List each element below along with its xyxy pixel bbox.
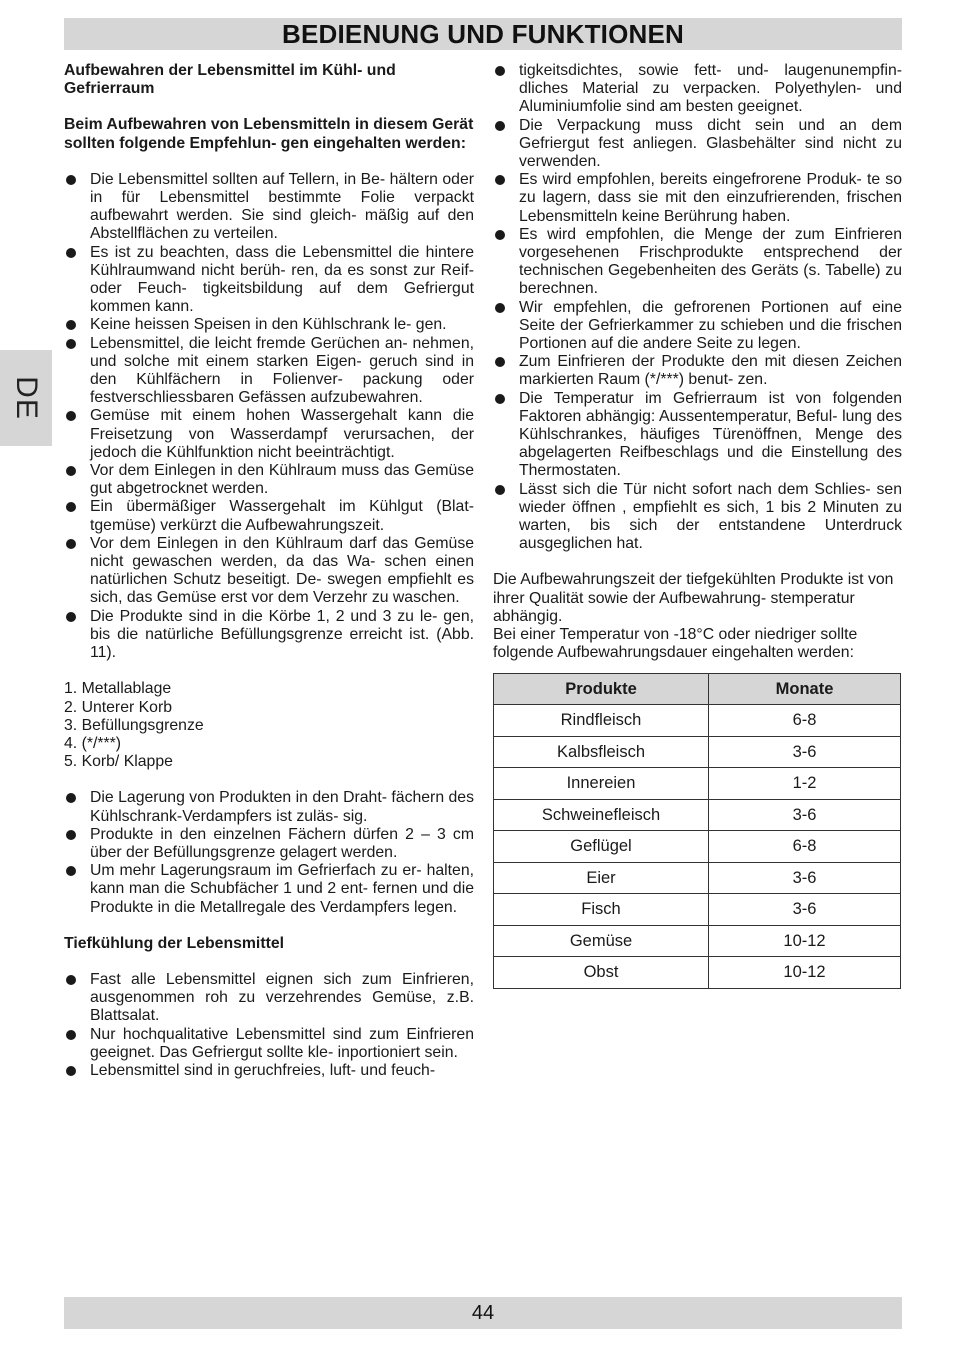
list-item-continuation: tigkeitsdichtes, sowie fett- und- laugenunempfin- dliches Material zu verpacken. Polyethylen- und Aluminiumfolie sind am besten geeignet. — [493, 62, 902, 117]
list-item: Keine heissen Speisen in den Kühlschrank le- gen. — [64, 316, 474, 334]
bullet-list-freezing — [64, 971, 474, 1080]
table-cell-product: Schweinefleisch — [494, 799, 709, 831]
list-item: Wir empfehlen, die gefrorenen Portionen auf eine Seite der Gefrierkammer zu schieben und die frischen Portionen auf die andere Seite zu legen. — [493, 299, 902, 354]
temperature-paragraph: Bei einer Temperatur von -18°C oder niedriger sollte folgende Aufbewahrungsdauer eingehalten werden: — [493, 626, 858, 662]
table-cell-product: Gemüse — [494, 925, 709, 957]
table-cell-product: Rindfleisch — [494, 705, 709, 737]
left-column — [64, 62, 474, 1080]
legend-item: 3. Befüllungsgrenze — [64, 716, 204, 734]
table-cell-months: 10-12 — [709, 925, 901, 957]
table-row — [494, 925, 901, 957]
list-item: Lässt sich die Tür nicht sofort nach dem Schlies- sen wieder öffnen , empfiehlt es sich, 1 bis 2 Minuten zu warten, bis sich der entstandene Unterdruck ausgeglichen hat. — [493, 481, 902, 554]
table-cell-months: 3-6 — [709, 894, 901, 926]
list-item: Die Lagerung von Produkten in den Draht- fächern des Kühlschrank-Verdampfers ist zuläs- sig. — [64, 789, 474, 825]
table-row — [494, 831, 901, 863]
page-number: 44 — [471, 1301, 495, 1324]
table-header-row — [494, 673, 901, 705]
column-header-products: Produkte — [494, 673, 709, 705]
list-item: Zum Einfrieren der Produkte den mit diesen Zeichen markierten Raum (*/***) benut- zen. — [493, 353, 902, 389]
table-cell-product: Geflügel — [494, 831, 709, 863]
table-cell-months: 3-6 — [709, 736, 901, 768]
table-cell-months: 10-12 — [709, 957, 901, 989]
table-row — [494, 862, 901, 894]
numbered-legend — [64, 680, 474, 771]
table-cell-product: Fisch — [494, 894, 709, 926]
table-cell-months: 3-6 — [709, 862, 901, 894]
table-cell-months: 6-8 — [709, 831, 901, 863]
table-row — [494, 799, 901, 831]
storage-duration-table — [493, 673, 901, 989]
list-item: Die Produkte sind in die Körbe 1, 2 und 3 zu le- gen, bis die natürliche Befüllungsgrenze erreicht ist. (Abb. 11). — [64, 608, 474, 663]
list-item: Die Temperatur im Gefrierraum ist von folgenden Faktoren abhängig: Aussentemperatur, Beful- lung des Kühlschrankes, häufiges Türenöffnen, Menge des abgelagerten Reifbeschlags und die Einstellung des Thermostaten. — [493, 390, 902, 481]
table-cell-months: 1-2 — [709, 768, 901, 800]
bullet-list-freezer-tips — [493, 117, 902, 554]
list-item: Die Verpackung muss dicht sein und an dem Gefriergut fest anliegen. Glasbehälter sind nicht zu verwenden. — [493, 117, 902, 172]
table-row — [494, 705, 901, 737]
list-item: Es ist zu beachten, dass die Lebensmittel die hintere Kühlraumwand nicht berüh- ren, da es sonst zur Reif- oder Feuch- tigkeitsbildung auf dem Gefriergut kommen kann. — [64, 244, 474, 317]
header-bar — [64, 18, 902, 50]
bullet-list-shelves — [64, 789, 474, 916]
list-item: Lebensmittel sind in geruchfreies, luft- und feuch- — [64, 1062, 474, 1080]
legend-item: 4. (*/***) — [64, 734, 122, 752]
list-item: Produkte in den einzelnen Fächern dürfen 2 – 3 cm über der Befüllungsgrenze gelagert werden. — [64, 826, 474, 862]
list-item: Vor dem Einlegen in den Kühlraum darf das Gemüse nicht gewaschen werden, da das Wa- schen einen natürlichen Schutz beseitigt. De- swegen empfiehlt es sich, das Gemüse erst vor dem Verzehr zu waschen. — [64, 535, 474, 608]
list-item: Fast alle Lebensmittel eignen sich zum Einfrieren, ausgenommen roh zu verzehrendes Gemüse, z.B. Blattsalat. — [64, 971, 474, 1026]
section-subheading-recommendations: Beim Aufbewahren von Lebensmitteln in diesem Gerät sollten folgende Empfehlun- gen eingehalten werden: — [64, 116, 474, 152]
storage-time-paragraph: Die Aufbewahrungszeit der tiefgekühlten Produkte ist von ihrer Qualität sowie der Aufbewahrung- stemperatur abhängig. — [493, 571, 894, 625]
list-item: Nur hochqualitative Lebensmittel sind zum Einfrieren geeignet. Das Gefriergut sollte kle- inportioniert sein. — [64, 1026, 474, 1062]
table-cell-product: Eier — [494, 862, 709, 894]
legend-item: 1. Metallablage — [64, 680, 172, 698]
list-item: Gemüse mit einem hohen Wassergehalt kann die Freisetzung von Wasserdampf verursachen, der jedoch die Kühlfunktion nicht beeinträchtigt. — [64, 407, 474, 462]
bullet-list-storage — [64, 171, 474, 662]
list-item: Es wird empfohlen, bereits eingefrorene Produk- te so zu lagern, dass sie mit den einzufrierenden, frischen Lebensmitteln keine Berührung haben. — [493, 171, 902, 226]
table-cell-product: Innereien — [494, 768, 709, 800]
list-item: Um mehr Lagerungsraum im Gefrierfach zu er- halten, kann man die Schubfächer 1 und 2 ent- fernen und die Produkte in die Metallregale des Verdampfers legen. — [64, 862, 474, 917]
language-tab — [0, 350, 52, 446]
table-cell-product: Obst — [494, 957, 709, 989]
legend-item: 5. Korb/ Klappe — [64, 753, 173, 771]
table-row — [494, 768, 901, 800]
table-cell-months: 3-6 — [709, 799, 901, 831]
section-heading-freezing: Tiefkühlung der Lebensmittel — [64, 934, 285, 952]
footer-bar — [64, 1297, 902, 1329]
legend-item: 2. Unterer Korb — [64, 698, 172, 716]
language-label: DE — [10, 376, 43, 420]
list-item: Lebensmittel, die leicht fremde Gerüchen an- nehmen, und solche mit einem starken Eigen- geruch sind in den Kühlfächern in Folienver- packung oder festverschliessbaren Gefässen aufzubewahren. — [64, 335, 474, 408]
list-item: Es wird empfohlen, die Menge der zum Einfrieren vorgesehenen Frischprodukte entsprechend der technischen Gegebenheiten des Geräts (s. Tabelle) zu berechnen. — [493, 226, 902, 299]
list-item: Vor dem Einlegen in den Kühlraum muss das Gemüse gut abgetrocknet werden. — [64, 462, 474, 498]
table-cell-product: Kalbsfleisch — [494, 736, 709, 768]
column-header-months: Monate — [709, 673, 901, 705]
table-cell-months: 6-8 — [709, 705, 901, 737]
section-heading-storage: Aufbewahren der Lebensmittel im Kühl- und Gefrierraum — [64, 62, 396, 98]
table-row — [494, 957, 901, 989]
list-item: Ein übermäßiger Wassergehalt im Kühlgut (Blat- tgemüse) verkürzt die Aufbewahrungszeit. — [64, 498, 474, 534]
page-title: BEDIENUNG UND FUNKTIONEN — [281, 18, 685, 49]
table-row — [494, 894, 901, 926]
table-row — [494, 736, 901, 768]
bullet-list-packaging — [493, 62, 902, 117]
list-item: Die Lebensmittel sollten auf Tellern, in Be- hältern oder in für Lebensmittel bestimmte Folie verpackt aufbewahrt werden. Sie sind gleich- mäßig auf den Abstellflächen zu verteilen. — [64, 171, 474, 244]
right-column — [493, 62, 902, 989]
